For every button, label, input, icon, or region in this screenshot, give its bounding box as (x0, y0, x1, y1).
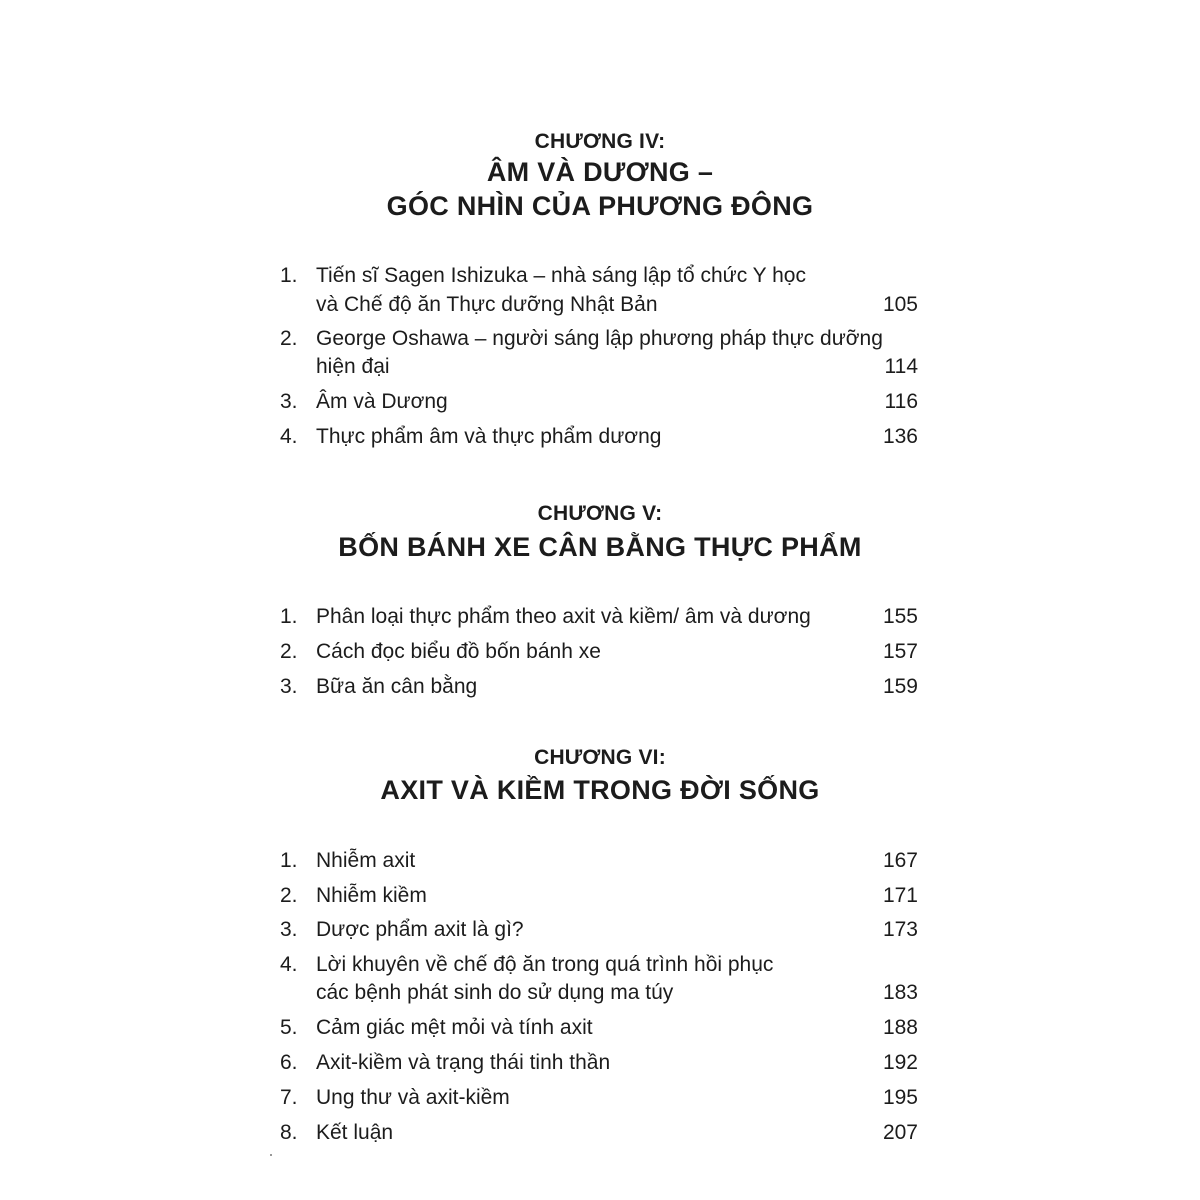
entry-title-line: và Chế độ ăn Thực dưỡng Nhật Bản (316, 293, 658, 316)
entry-page-number: 114 (884, 355, 918, 378)
entry-page-number: 173 (882, 918, 918, 941)
entry-number: 7. (280, 1086, 298, 1109)
entry-page-number: 207 (882, 1121, 918, 1144)
toc-entry[interactable] (280, 327, 920, 385)
entry-title-line: Thực phẩm âm và thực phẩm dương (316, 425, 662, 448)
entry-number: 6. (280, 1051, 298, 1074)
entry-number: 1. (280, 264, 298, 287)
toc-entry[interactable] (280, 849, 920, 879)
entry-title-line: Lời khuyên về chế độ ăn trong quá trình hồi phục (316, 953, 774, 976)
entry-page-number: 159 (882, 675, 918, 698)
toc-entry[interactable] (280, 605, 920, 635)
entry-page-number: 195 (882, 1086, 918, 1109)
chapter-5-title-line-1: BỐN BÁNH XE CÂN BẰNG THỰC PHẨM (338, 532, 862, 562)
toc-entry[interactable] (280, 1121, 920, 1151)
entry-number: 2. (280, 640, 298, 663)
entry-number: 1. (280, 605, 298, 628)
chapter-4-title-line-2: GÓC NHÌN CỦA PHƯƠNG ĐÔNG (386, 191, 814, 221)
toc-entry[interactable] (280, 918, 920, 948)
entry-number: 4. (280, 425, 298, 448)
toc-entry[interactable] (280, 675, 920, 705)
entry-page-number: 155 (882, 605, 918, 628)
entry-title-line: các bệnh phát sinh do sử dụng ma túy (316, 981, 674, 1004)
entry-page-number: 192 (882, 1051, 918, 1074)
toc-entry[interactable] (280, 1086, 920, 1116)
entry-title-line: Phân loại thực phẩm theo axit và kiềm/ âm và dương (316, 605, 811, 628)
toc-entry[interactable] (280, 640, 920, 670)
toc-entry[interactable] (280, 425, 920, 455)
entry-page-number: 171 (882, 884, 918, 907)
entry-number: 4. (280, 953, 298, 976)
chapter-6-label: CHƯƠNG VI: (534, 746, 666, 769)
entry-number: 3. (280, 390, 298, 413)
entry-number: 2. (280, 327, 298, 350)
entry-page-number: 157 (882, 640, 918, 663)
entry-page-number: 188 (882, 1016, 918, 1039)
entry-title-line: Tiến sĩ Sagen Ishizuka – nhà sáng lập tổ chức Y học (316, 264, 806, 287)
entry-title-line: Axit-kiềm và trạng thái tinh thần (316, 1051, 611, 1074)
entry-page-number: 116 (884, 390, 918, 413)
entry-number: 3. (280, 918, 298, 941)
entry-number: 1. (280, 849, 298, 872)
toc-entry[interactable] (280, 1016, 920, 1046)
entry-title-line: Nhiễm kiềm (316, 884, 427, 907)
entry-title-line: George Oshawa – người sáng lập phương pháp thực dưỡng (316, 327, 883, 350)
toc-entry[interactable] (280, 884, 920, 914)
entry-number: 2. (280, 884, 298, 907)
scan-speck (270, 1154, 272, 1156)
entry-title-line: Nhiễm axit (316, 849, 416, 872)
entry-number: 5. (280, 1016, 298, 1039)
toc-entry[interactable] (280, 953, 920, 1011)
entry-page-number: 183 (882, 981, 918, 1004)
entry-title-line: Bữa ăn cân bằng (316, 675, 478, 698)
entry-title-line: Âm và Dương (316, 390, 448, 413)
entry-number: 3. (280, 675, 298, 698)
entry-title-line: Ung thư và axit-kiềm (316, 1086, 510, 1109)
toc-entry[interactable] (280, 1051, 920, 1081)
entry-number: 8. (280, 1121, 298, 1144)
chapter-4-title-line-1: ÂM VÀ DƯƠNG – (486, 157, 714, 187)
entry-page-number: 136 (882, 425, 918, 448)
chapter-5-label: CHƯƠNG V: (537, 502, 663, 525)
entry-page-number: 167 (882, 849, 918, 872)
chapter-4-label: CHƯƠNG IV: (534, 130, 666, 153)
entry-title-line: hiện đại (316, 355, 390, 378)
entry-title-line: Dược phẩm axit là gì? (316, 918, 524, 941)
entry-title-line: Cảm giác mệt mỏi và tính axit (316, 1016, 593, 1039)
entry-title-line: Cách đọc biểu đồ bốn bánh xe (316, 640, 601, 663)
entry-page-number: 105 (882, 293, 918, 316)
toc-entry[interactable] (280, 264, 920, 322)
toc-entry[interactable] (280, 390, 920, 420)
chapter-6-title-line-1: AXIT VÀ KIỀM TRONG ĐỜI SỐNG (380, 775, 820, 805)
entry-title-line: Kết luận (316, 1121, 394, 1144)
